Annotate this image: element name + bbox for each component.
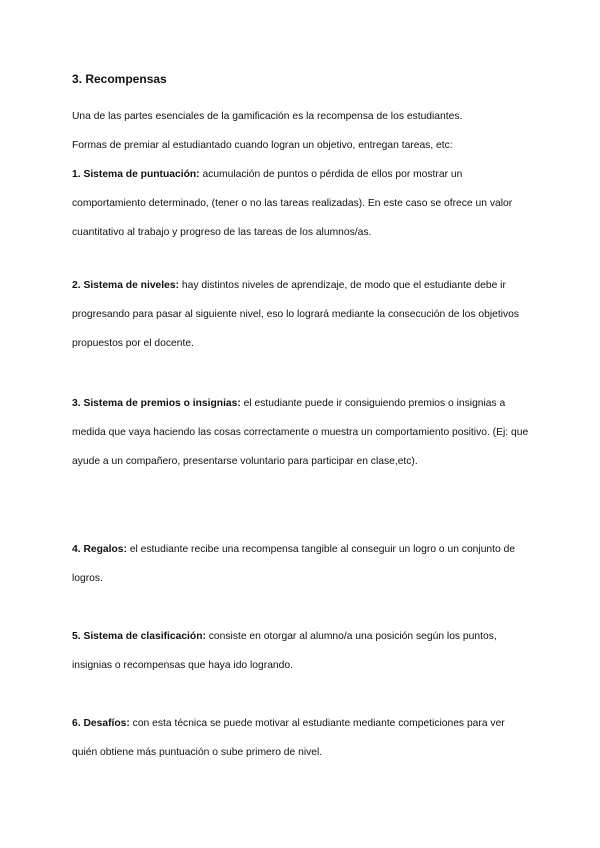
- item-label: 4. Regalos:: [72, 544, 127, 555]
- reward-item-badges: [72, 389, 532, 476]
- item-text: hay distintos niveles de aprendizaje, de modo que el estudiante debe ir progresando para pasar al siguiente nivel, eso lo logrará mediante la consecución de los objetivos propuestos por el docente.: [72, 280, 520, 349]
- item-label: 1. Sistema de puntuación:: [72, 169, 200, 180]
- item-text: con esta técnica se puede motivar al estudiante mediante competiciones para ver quién obtiene más puntuación o sube primero de nivel.: [72, 718, 505, 758]
- item-text: el estudiante recibe una recompensa tangible al conseguir un logro o un conjunto de logros.: [72, 544, 516, 584]
- reward-item-challenges: [72, 709, 532, 767]
- item-label: 5. Sistema de clasificación:: [72, 631, 206, 642]
- reward-item-levels: [72, 271, 532, 358]
- intro-line: Una de las partes esenciales de la gamificación es la recompensa de los estudiantes.: [72, 111, 463, 122]
- reward-item-ranking: [72, 622, 532, 680]
- item-text: acumulación de puntos o pérdida de ellos por mostrar un comportamiento determinado, (tener o no las tareas realizadas). En este caso se ofrece un valor cuantitativo al trabajo y progreso de las tareas de los alumnos/as.: [72, 169, 513, 238]
- intro-line: Formas de premiar al estudiantado cuando logran un objetivo, entregan tareas, etc:: [72, 140, 453, 151]
- reward-item-points: [72, 160, 532, 247]
- reward-item-gifts: [72, 535, 532, 593]
- item-label: 3. Sistema de premios o insignias:: [72, 398, 241, 409]
- section-intro: [72, 102, 532, 160]
- item-label: 6. Desafíos:: [72, 718, 130, 729]
- item-label: 2. Sistema de niveles:: [72, 280, 180, 291]
- item-text: consiste en otorgar al alumno/a una posición según los puntos, insignias o recompensas que haya ido logrando.: [72, 631, 497, 671]
- section-heading: 3. Recompensas: [72, 72, 167, 86]
- item-text: el estudiante puede ir consiguiendo premios o insignias a medida que vaya haciendo las cosas correctamente o muestra un comportamiento positivo. (Ej: que ayude a un compañero, presentarse voluntario para participar en clase,etc).: [72, 398, 529, 467]
